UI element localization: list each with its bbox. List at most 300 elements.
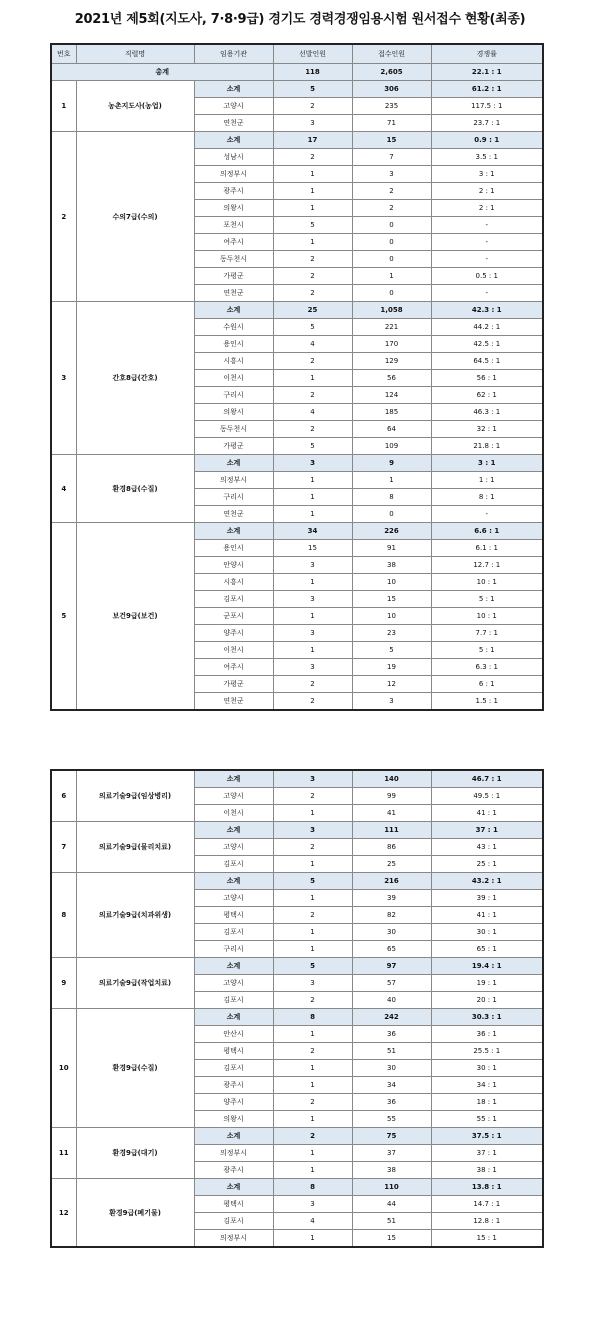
selected-cell: 1 — [273, 1060, 352, 1077]
applied-cell: 0 — [352, 234, 431, 251]
selected-cell: 2 — [273, 98, 352, 115]
agency-cell: 김포시 — [194, 1213, 273, 1230]
ratio-cell: 6 : 1 — [431, 676, 543, 693]
ratio-cell: 3 : 1 — [431, 455, 543, 472]
selected-cell: 2 — [273, 839, 352, 856]
ratio-cell: 12.7 : 1 — [431, 557, 543, 574]
group-number: 3 — [51, 302, 76, 455]
agency-cell: 양주시 — [194, 1094, 273, 1111]
selected-cell: 2 — [273, 387, 352, 404]
applied-cell: 110 — [352, 1179, 431, 1196]
agency-cell: 의정부시 — [194, 472, 273, 489]
header-no: 번호 — [51, 44, 76, 64]
table-page-1 — [50, 43, 544, 711]
agency-cell: 군포시 — [194, 608, 273, 625]
applied-cell: 2 — [352, 183, 431, 200]
applied-cell: 71 — [352, 115, 431, 132]
ratio-cell: - — [431, 234, 543, 251]
agency-cell: 소계 — [194, 1179, 273, 1196]
applied-cell: 40 — [352, 992, 431, 1009]
agency-cell: 이천시 — [194, 805, 273, 822]
agency-cell: 소계 — [194, 958, 273, 975]
header-row — [51, 44, 543, 64]
applied-cell: 82 — [352, 907, 431, 924]
agency-cell: 구리시 — [194, 941, 273, 958]
total-label: 총계 — [51, 64, 273, 81]
ratio-cell: 117.5 : 1 — [431, 98, 543, 115]
total-row — [51, 64, 543, 81]
total-ratio: 22.1 : 1 — [431, 64, 543, 81]
ratio-cell: 10 : 1 — [431, 574, 543, 591]
applied-cell: 124 — [352, 387, 431, 404]
selected-cell: 3 — [273, 659, 352, 676]
agency-cell: 용인시 — [194, 540, 273, 557]
selected-cell: 5 — [273, 217, 352, 234]
ratio-cell: - — [431, 506, 543, 523]
ratio-cell: 42.5 : 1 — [431, 336, 543, 353]
selected-cell: 1 — [273, 1145, 352, 1162]
selected-cell: 1 — [273, 1026, 352, 1043]
agency-cell: 평택시 — [194, 1196, 273, 1213]
ratio-cell: 1 : 1 — [431, 472, 543, 489]
total-selected: 118 — [273, 64, 352, 81]
ratio-cell: 6.3 : 1 — [431, 659, 543, 676]
agency-cell: 광주시 — [194, 1162, 273, 1179]
agency-cell: 의정부시 — [194, 166, 273, 183]
ratio-cell: 43 : 1 — [431, 839, 543, 856]
selected-cell: 3 — [273, 557, 352, 574]
applied-cell: 0 — [352, 251, 431, 268]
selected-cell: 25 — [273, 302, 352, 319]
applied-cell: 1,058 — [352, 302, 431, 319]
group-number: 11 — [51, 1128, 76, 1179]
agency-cell: 김포시 — [194, 1060, 273, 1077]
selected-cell: 1 — [273, 370, 352, 387]
agency-cell: 여주시 — [194, 234, 273, 251]
ratio-cell: 18 : 1 — [431, 1094, 543, 1111]
table-page-2 — [50, 769, 544, 1248]
agency-cell: 가평군 — [194, 438, 273, 455]
ratio-cell: 62 : 1 — [431, 387, 543, 404]
ratio-cell: 2 : 1 — [431, 183, 543, 200]
ratio-cell: 65 : 1 — [431, 941, 543, 958]
agency-cell: 시흥시 — [194, 574, 273, 591]
agency-cell: 김포시 — [194, 856, 273, 873]
ratio-cell: 6.6 : 1 — [431, 523, 543, 540]
selected-cell: 1 — [273, 856, 352, 873]
selected-cell: 1 — [273, 890, 352, 907]
subtotal-row — [51, 132, 543, 149]
selected-cell: 17 — [273, 132, 352, 149]
agency-cell: 구리시 — [194, 387, 273, 404]
ratio-cell: 0.9 : 1 — [431, 132, 543, 149]
ratio-cell: - — [431, 217, 543, 234]
selected-cell: 2 — [273, 251, 352, 268]
page-title: 2021년 제5회(지도사, 7·8·9급) 경기도 경력경쟁임용시험 원서접수 현황(최종) — [74, 12, 526, 27]
applied-cell: 1 — [352, 268, 431, 285]
applied-cell: 55 — [352, 1111, 431, 1128]
selected-cell: 5 — [273, 319, 352, 336]
agency-cell: 이천시 — [194, 370, 273, 387]
ratio-cell: 46.7 : 1 — [431, 770, 543, 788]
agency-cell: 의왕시 — [194, 404, 273, 421]
applied-cell: 140 — [352, 770, 431, 788]
agency-cell: 소계 — [194, 302, 273, 319]
selected-cell: 34 — [273, 523, 352, 540]
applied-cell: 37 — [352, 1145, 431, 1162]
selected-cell: 2 — [273, 1128, 352, 1145]
ratio-cell: 19 : 1 — [431, 975, 543, 992]
agency-cell: 소계 — [194, 1009, 273, 1026]
applied-cell: 10 — [352, 608, 431, 625]
subtotal-row — [51, 822, 543, 839]
applied-cell: 38 — [352, 557, 431, 574]
ratio-cell: 37 : 1 — [431, 1145, 543, 1162]
selected-cell: 1 — [273, 166, 352, 183]
ratio-cell: 25 : 1 — [431, 856, 543, 873]
ratio-cell: 19.4 : 1 — [431, 958, 543, 975]
applied-cell: 170 — [352, 336, 431, 353]
header-ratio: 경쟁률 — [431, 44, 543, 64]
selected-cell: 1 — [273, 1230, 352, 1248]
selected-cell: 4 — [273, 404, 352, 421]
agency-cell: 소계 — [194, 132, 273, 149]
ratio-cell: 12.8 : 1 — [431, 1213, 543, 1230]
job-title: 환경8급(수질) — [76, 455, 194, 523]
applied-cell: 38 — [352, 1162, 431, 1179]
selected-cell: 1 — [273, 1111, 352, 1128]
selected-cell: 3 — [273, 455, 352, 472]
applied-cell: 64 — [352, 421, 431, 438]
selected-cell: 3 — [273, 1196, 352, 1213]
agency-cell: 가평군 — [194, 676, 273, 693]
ratio-cell: 2 : 1 — [431, 200, 543, 217]
header-applied: 접수인원 — [352, 44, 431, 64]
ratio-cell: 44.2 : 1 — [431, 319, 543, 336]
selected-cell: 3 — [273, 591, 352, 608]
agency-cell: 연천군 — [194, 115, 273, 132]
applied-cell: 216 — [352, 873, 431, 890]
ratio-cell: 49.5 : 1 — [431, 788, 543, 805]
applied-cell: 57 — [352, 975, 431, 992]
selected-cell: 8 — [273, 1009, 352, 1026]
applied-cell: 306 — [352, 81, 431, 98]
agency-cell: 양주시 — [194, 625, 273, 642]
applied-cell: 15 — [352, 1230, 431, 1248]
job-title: 간호8급(간호) — [76, 302, 194, 455]
applied-cell: 7 — [352, 149, 431, 166]
applied-cell: 91 — [352, 540, 431, 557]
header-agency: 임용기관 — [194, 44, 273, 64]
selected-cell: 1 — [273, 805, 352, 822]
ratio-cell: 42.3 : 1 — [431, 302, 543, 319]
ratio-cell: 15 : 1 — [431, 1230, 543, 1248]
agency-cell: 구리시 — [194, 489, 273, 506]
selected-cell: 2 — [273, 285, 352, 302]
selected-cell: 2 — [273, 676, 352, 693]
group-number: 10 — [51, 1009, 76, 1128]
selected-cell: 5 — [273, 958, 352, 975]
agency-cell: 의왕시 — [194, 200, 273, 217]
selected-cell: 2 — [273, 992, 352, 1009]
group-number: 8 — [51, 873, 76, 958]
ratio-cell: 3 : 1 — [431, 166, 543, 183]
selected-cell: 5 — [273, 873, 352, 890]
selected-cell: 15 — [273, 540, 352, 557]
selected-cell: 2 — [273, 1043, 352, 1060]
agency-cell: 소계 — [194, 1128, 273, 1145]
header-job: 직렬명 — [76, 44, 194, 64]
ratio-cell: 14.7 : 1 — [431, 1196, 543, 1213]
agency-cell: 가평군 — [194, 268, 273, 285]
ratio-cell: 41 : 1 — [431, 907, 543, 924]
subtotal-row — [51, 770, 543, 788]
selected-cell: 3 — [273, 770, 352, 788]
agency-cell: 소계 — [194, 873, 273, 890]
applied-cell: 15 — [352, 132, 431, 149]
ratio-cell: 55 : 1 — [431, 1111, 543, 1128]
agency-cell: 의정부시 — [194, 1230, 273, 1248]
agency-cell: 안양시 — [194, 557, 273, 574]
agency-cell: 광주시 — [194, 1077, 273, 1094]
subtotal-row — [51, 1009, 543, 1026]
job-title: 의료기술9급(치과위생) — [76, 873, 194, 958]
applied-cell: 10 — [352, 574, 431, 591]
group-number: 4 — [51, 455, 76, 523]
selected-cell: 1 — [273, 924, 352, 941]
job-title: 환경9급(수질) — [76, 1009, 194, 1128]
agency-cell: 고양시 — [194, 98, 273, 115]
selected-cell: 4 — [273, 1213, 352, 1230]
agency-cell: 소계 — [194, 523, 273, 540]
applied-cell: 19 — [352, 659, 431, 676]
selected-cell: 5 — [273, 81, 352, 98]
ratio-cell: 39 : 1 — [431, 890, 543, 907]
ratio-cell: 43.2 : 1 — [431, 873, 543, 890]
selected-cell: 2 — [273, 353, 352, 370]
applied-cell: 23 — [352, 625, 431, 642]
agency-cell: 고양시 — [194, 890, 273, 907]
ratio-cell: 34 : 1 — [431, 1077, 543, 1094]
applied-cell: 9 — [352, 455, 431, 472]
applied-cell: 3 — [352, 166, 431, 183]
selected-cell: 1 — [273, 200, 352, 217]
job-title: 의료기술9급(물리치료) — [76, 822, 194, 873]
applied-cell: 65 — [352, 941, 431, 958]
subtotal-row — [51, 455, 543, 472]
total-applied: 2,605 — [352, 64, 431, 81]
agency-cell: 포천시 — [194, 217, 273, 234]
applied-cell: 0 — [352, 506, 431, 523]
applied-cell: 2 — [352, 200, 431, 217]
agency-cell: 평택시 — [194, 1043, 273, 1060]
group-number: 12 — [51, 1179, 76, 1248]
job-title: 수의7급(수의) — [76, 132, 194, 302]
subtotal-row — [51, 1179, 543, 1196]
applied-cell: 97 — [352, 958, 431, 975]
agency-cell: 동두천시 — [194, 421, 273, 438]
applied-cell: 12 — [352, 676, 431, 693]
selected-cell: 3 — [273, 625, 352, 642]
subtotal-row — [51, 81, 543, 98]
ratio-cell: 5 : 1 — [431, 591, 543, 608]
subtotal-row — [51, 873, 543, 890]
header-selected: 선발인원 — [273, 44, 352, 64]
selected-cell: 1 — [273, 506, 352, 523]
applied-cell: 109 — [352, 438, 431, 455]
ratio-cell: 5 : 1 — [431, 642, 543, 659]
agency-cell: 수원시 — [194, 319, 273, 336]
applied-cell: 41 — [352, 805, 431, 822]
agency-cell: 연천군 — [194, 285, 273, 302]
applied-cell: 25 — [352, 856, 431, 873]
ratio-cell: 10 : 1 — [431, 608, 543, 625]
selected-cell: 1 — [273, 183, 352, 200]
ratio-cell: 30.3 : 1 — [431, 1009, 543, 1026]
ratio-cell: 6.1 : 1 — [431, 540, 543, 557]
ratio-cell: 3.5 : 1 — [431, 149, 543, 166]
agency-cell: 의왕시 — [194, 1111, 273, 1128]
agency-cell: 평택시 — [194, 907, 273, 924]
agency-cell: 김포시 — [194, 924, 273, 941]
ratio-cell: 13.8 : 1 — [431, 1179, 543, 1196]
agency-cell: 이천시 — [194, 642, 273, 659]
selected-cell: 1 — [273, 642, 352, 659]
ratio-cell: - — [431, 285, 543, 302]
agency-cell: 연천군 — [194, 693, 273, 711]
selected-cell: 3 — [273, 822, 352, 839]
job-title: 환경9급(폐기물) — [76, 1179, 194, 1248]
agency-cell: 의정부시 — [194, 1145, 273, 1162]
subtotal-row — [51, 523, 543, 540]
ratio-cell: 41 : 1 — [431, 805, 543, 822]
ratio-cell: 46.3 : 1 — [431, 404, 543, 421]
selected-cell: 3 — [273, 975, 352, 992]
selected-cell: 2 — [273, 268, 352, 285]
subtotal-row — [51, 302, 543, 319]
applied-cell: 30 — [352, 1060, 431, 1077]
ratio-cell: 20 : 1 — [431, 992, 543, 1009]
selected-cell: 1 — [273, 941, 352, 958]
applied-cell: 56 — [352, 370, 431, 387]
agency-cell: 고양시 — [194, 788, 273, 805]
applied-cell: 1 — [352, 472, 431, 489]
ratio-cell: 32 : 1 — [431, 421, 543, 438]
agency-cell: 여주시 — [194, 659, 273, 676]
agency-cell: 성남시 — [194, 149, 273, 166]
subtotal-row — [51, 958, 543, 975]
applied-cell: 39 — [352, 890, 431, 907]
job-title: 농촌지도사(농업) — [76, 81, 194, 132]
applied-cell: 36 — [352, 1026, 431, 1043]
applied-cell: 99 — [352, 788, 431, 805]
agency-cell: 소계 — [194, 455, 273, 472]
applied-cell: 75 — [352, 1128, 431, 1145]
selected-cell: 2 — [273, 693, 352, 711]
job-title: 환경9급(대기) — [76, 1128, 194, 1179]
applied-cell: 129 — [352, 353, 431, 370]
agency-cell: 김포시 — [194, 992, 273, 1009]
agency-cell: 고양시 — [194, 975, 273, 992]
agency-cell: 고양시 — [194, 839, 273, 856]
agency-cell: 소계 — [194, 81, 273, 98]
agency-cell: 소계 — [194, 822, 273, 839]
selected-cell: 1 — [273, 1162, 352, 1179]
applied-cell: 8 — [352, 489, 431, 506]
selected-cell: 1 — [273, 234, 352, 251]
group-number: 6 — [51, 770, 76, 822]
applied-cell: 44 — [352, 1196, 431, 1213]
ratio-cell: 0.5 : 1 — [431, 268, 543, 285]
applied-cell: 51 — [352, 1213, 431, 1230]
selected-cell: 1 — [273, 472, 352, 489]
selected-cell: 4 — [273, 336, 352, 353]
selected-cell: 5 — [273, 438, 352, 455]
selected-cell: 3 — [273, 115, 352, 132]
applied-cell: 0 — [352, 285, 431, 302]
selected-cell: 1 — [273, 1077, 352, 1094]
ratio-cell: 37.5 : 1 — [431, 1128, 543, 1145]
ratio-cell: 1.5 : 1 — [431, 693, 543, 711]
applied-cell: 5 — [352, 642, 431, 659]
agency-cell: 광주시 — [194, 183, 273, 200]
agency-cell: 시흥시 — [194, 353, 273, 370]
applied-cell: 15 — [352, 591, 431, 608]
agency-cell: 소계 — [194, 770, 273, 788]
applied-cell: 86 — [352, 839, 431, 856]
applied-cell: 34 — [352, 1077, 431, 1094]
agency-cell: 용인시 — [194, 336, 273, 353]
agency-cell: 연천군 — [194, 506, 273, 523]
group-number: 1 — [51, 81, 76, 132]
group-number: 9 — [51, 958, 76, 1009]
group-number: 5 — [51, 523, 76, 711]
selected-cell: 2 — [273, 907, 352, 924]
applied-cell: 36 — [352, 1094, 431, 1111]
selected-cell: 2 — [273, 421, 352, 438]
ratio-cell: 25.5 : 1 — [431, 1043, 543, 1060]
agency-cell: 김포시 — [194, 591, 273, 608]
job-title: 보건9급(보건) — [76, 523, 194, 711]
applied-cell: 51 — [352, 1043, 431, 1060]
applied-cell: 226 — [352, 523, 431, 540]
ratio-cell: 64.5 : 1 — [431, 353, 543, 370]
ratio-cell: 23.7 : 1 — [431, 115, 543, 132]
job-title: 의료기술9급(작업치료) — [76, 958, 194, 1009]
ratio-cell: 30 : 1 — [431, 924, 543, 941]
applied-cell: 242 — [352, 1009, 431, 1026]
ratio-cell: 7.7 : 1 — [431, 625, 543, 642]
selected-cell: 1 — [273, 608, 352, 625]
applied-cell: 0 — [352, 217, 431, 234]
ratio-cell: 37 : 1 — [431, 822, 543, 839]
ratio-cell: 61.2 : 1 — [431, 81, 543, 98]
ratio-cell: 8 : 1 — [431, 489, 543, 506]
ratio-cell: 21.8 : 1 — [431, 438, 543, 455]
selected-cell: 2 — [273, 788, 352, 805]
ratio-cell: 56 : 1 — [431, 370, 543, 387]
subtotal-row — [51, 1128, 543, 1145]
applied-cell: 221 — [352, 319, 431, 336]
ratio-cell: 36 : 1 — [431, 1026, 543, 1043]
selected-cell: 1 — [273, 574, 352, 591]
applied-cell: 30 — [352, 924, 431, 941]
selected-cell: 1 — [273, 489, 352, 506]
applied-cell: 111 — [352, 822, 431, 839]
job-title: 의료기술9급(임상병리) — [76, 770, 194, 822]
group-number: 2 — [51, 132, 76, 302]
selected-cell: 8 — [273, 1179, 352, 1196]
